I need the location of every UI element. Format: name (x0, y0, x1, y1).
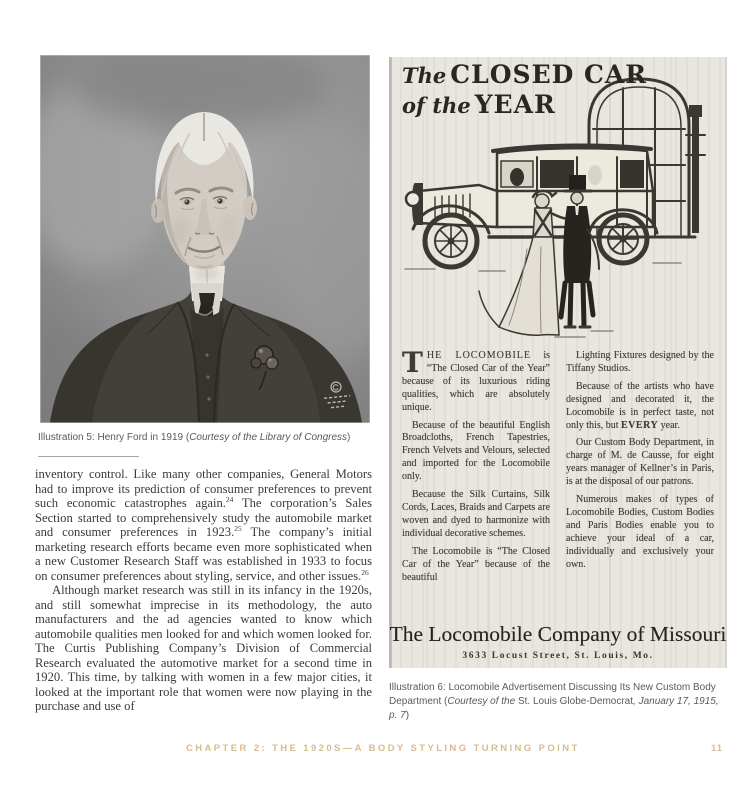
text-segment: Lighting Fixtures designed by the Tiffany Studios. (566, 350, 714, 374)
ad-company-name: The Locomobile Company of Missouri (389, 622, 727, 646)
headline-script-the: The (402, 63, 447, 88)
text-segment: , January 17, 1915, p. 7 (389, 696, 719, 721)
text-segment: Illustration 5: Henry Ford in 1919 ( (38, 432, 190, 443)
text-segment: Because the Silk Curtains, Silk Cords, Laces, Braids and Carpets are woven and dyed to harmonize with individual decorative schemes. (402, 489, 551, 539)
text-segment: 26 (361, 567, 369, 577)
ad-headline-line1 (402, 62, 647, 92)
text-segment: EVERY (621, 419, 659, 431)
headline-closed-car: CLOSED CAR (450, 60, 648, 89)
paragraph (35, 583, 372, 714)
ad-column-right (566, 350, 714, 626)
text-segment: year. (658, 419, 680, 431)
text-segment: Because of the beautiful English Broadcloths, French Tapestries, French Velvets and Velours, selected and imported for the Locomobile only. (402, 419, 550, 483)
paragraph (402, 546, 550, 585)
text-segment: ) (405, 710, 410, 721)
text-segment: 25 (234, 523, 242, 533)
footer-page-number: 11 (710, 743, 723, 754)
drop-cap: T (402, 350, 423, 379)
paragraph (566, 350, 714, 376)
text-segment: The Locomobile is “The Closed Car of the Year” because of the beautiful (402, 545, 550, 583)
henry-ford-portrait (40, 55, 370, 423)
paragraph (402, 420, 550, 485)
headline-year: YEAR (474, 90, 556, 119)
paragraph (566, 381, 714, 433)
text-segment: The corporation’s Sales Section started to comprehensively study the automobile market and consumer preferences in 1923. (35, 496, 372, 539)
text-segment: ) (347, 432, 351, 443)
text-segment: 24 (225, 494, 234, 504)
ad-company-address: 3633 Locust Street, St. Louis, Mo. (462, 651, 654, 661)
paragraph (566, 494, 714, 571)
text-segment: Although market research was still in its infancy in the 1920s, and still somewhat imprecise in its methodology, the auto manufacturers and the ad agencies wanted to know which automobile qualities men looked for and which women looked for. The Curtis Publishing Company’s Division of Commercial Research evaluated the automotive market for a second time in 1920. This time, by talking with women in a few major cities, it looked at the important role that women were now playing in the purchase and use of (35, 583, 372, 713)
headline-script-of-the: of the (402, 93, 471, 118)
text-segment: Our Custom Body Department, in charge of M. de Causse, for eight years manager of Kellner’s in Paris, is at the disposal of our patrons. (566, 437, 714, 488)
text-segment: St. Louis Globe-Democrat (517, 696, 634, 707)
body-text (35, 467, 372, 714)
ad-column-left (402, 350, 550, 626)
paragraph (402, 489, 550, 541)
locomobile-advertisement (389, 57, 727, 668)
text-segment: inventory control. Like many other companies, General Motors had to improve its prediction of consumer preferences to prevent such economic catastrophes again. (35, 467, 372, 510)
text-segment: Courtesy of the Library of Congress (189, 432, 348, 443)
text-segment: Numerous makes of types of Locomobile Bodies, Custom Bodies and Paris Bodies enable you to achieve your ideal of a car, individually and exclusively your own. (566, 494, 714, 570)
illustration-6-caption (389, 681, 725, 723)
paragraph (402, 350, 550, 415)
text-segment: Courtesy of the (447, 696, 518, 707)
text-segment: HE LOCOMOBILE (426, 350, 532, 361)
text-segment: Illustration 6: Locomobile Advertisement Discussing Its New Custom Body Department ( (389, 682, 716, 707)
footer-chapter-title: CHAPTER 2: THE 1920S—A BODY STYLING TURNING POINT (186, 743, 580, 754)
paragraph (566, 437, 714, 489)
text-segment: Because of the artists who have designed and decorated it, the Locomobile is in perfect taste, not only this, but (566, 380, 714, 431)
illustration-5-caption (38, 431, 370, 445)
caption-divider-rule (38, 456, 139, 457)
text-segment: is “The Closed Car of the Year” because of its luxurious riding qualities, which are absolutely unique. (402, 350, 550, 413)
ad-headline-line2 (402, 92, 647, 122)
text-segment: The company’s initial marketing research efforts became even more sophisticated when a new Customer Research Staff was established in 1933 to focus on consumer preferences about styling, service, and other issues. (35, 525, 372, 583)
ad-headline (402, 62, 647, 122)
ad-text-columns (402, 350, 714, 626)
paragraph (35, 467, 372, 583)
henry-ford-photo (40, 55, 370, 423)
